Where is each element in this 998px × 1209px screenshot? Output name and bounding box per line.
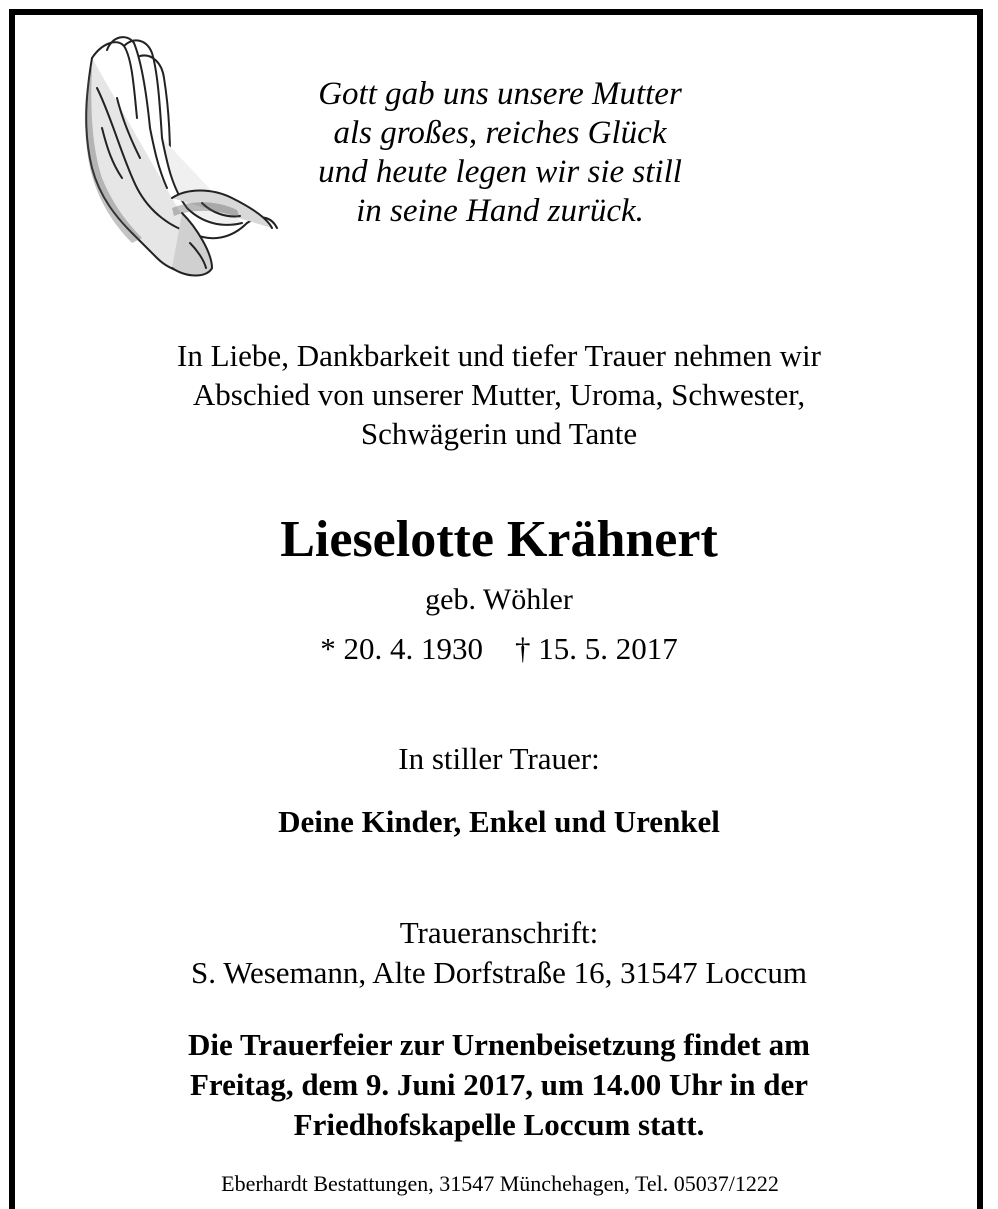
birth-date: * 20. 4. 1930 <box>320 631 483 666</box>
intro-line: Abschied von unserer Mutter, Uroma, Schwester, <box>192 377 806 412</box>
service-line: Die Trauerfeier zur Urnenbeisetzung findet am <box>188 1027 810 1062</box>
mourners-names: Deine Kinder, Enkel und Urenkel <box>278 804 720 839</box>
praying-hands-icon <box>62 28 282 288</box>
intro-line: Schwägerin und Tante <box>360 416 638 451</box>
verse-line: in seine Hand zurück. <box>356 193 644 229</box>
death-date: † 15. 5. 2017 <box>515 631 678 666</box>
service-announcement <box>0 1025 998 1145</box>
life-dates <box>0 630 998 668</box>
deceased-name: Lieselotte Krähnert <box>280 511 718 568</box>
address-label: Traueranschrift: <box>399 915 599 950</box>
service-line: Freitag, dem 9. Juni 2017, um 14.00 Uhr in der <box>189 1067 808 1102</box>
birth-name: geb. Wöhler <box>425 583 573 616</box>
verse-line: als großes, reiches Glück <box>333 115 667 151</box>
verse <box>250 75 750 231</box>
intro-text <box>0 336 998 453</box>
intro-line: In Liebe, Dankbarkeit und tiefer Trauer nehmen wir <box>177 338 821 373</box>
mourners-label: In stiller Trauer: <box>398 741 600 776</box>
verse-line: Gott gab uns unsere Mutter <box>318 76 682 112</box>
funeral-home-footer: Eberhardt Bestattungen, 31547 Münchehagen, Tel. 05037/1222 <box>130 1168 870 1200</box>
address-value: S. Wesemann, Alte Dorfstraße 16, 31547 Loccum <box>191 955 807 990</box>
verse-line: und heute legen wir sie still <box>318 154 682 190</box>
service-line: Friedhofskapelle Loccum statt. <box>293 1107 705 1142</box>
